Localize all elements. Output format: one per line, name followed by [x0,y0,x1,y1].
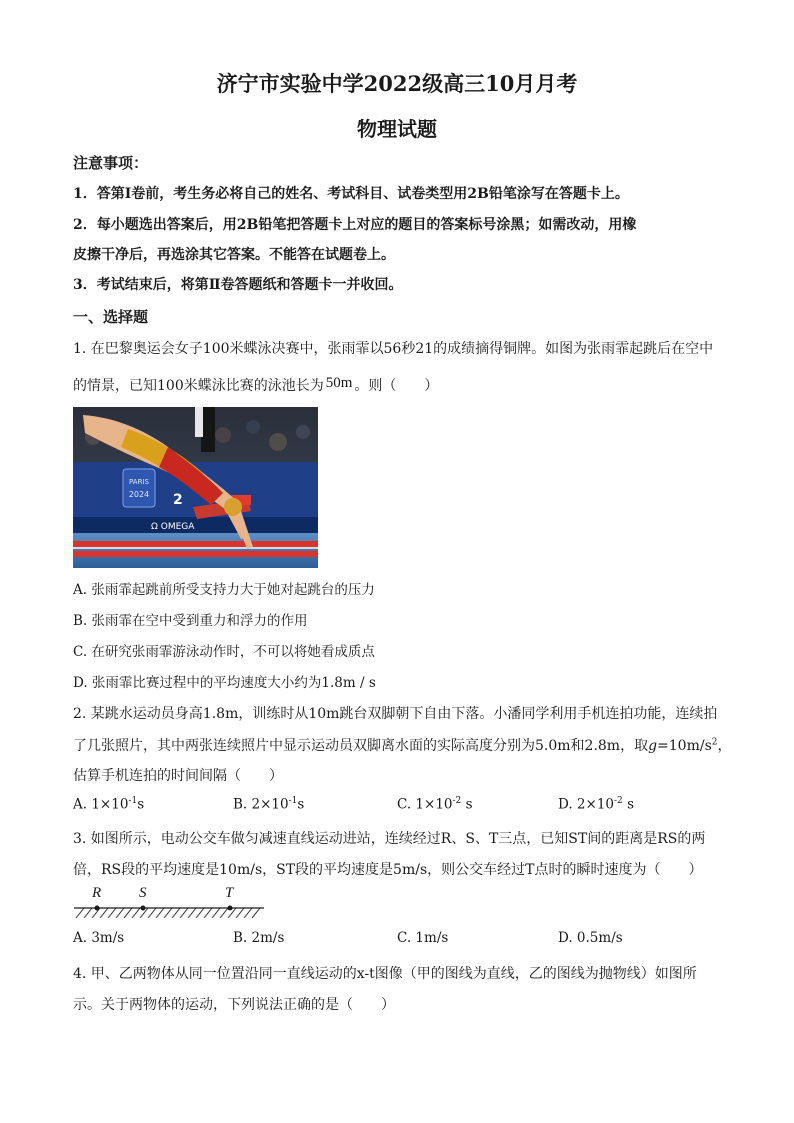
q1-pool-length: 50m [325,375,353,391]
q4-stem-line-2: 示。关于两物体的运动，下列说法正确的是（ ） [73,997,395,1013]
q2-option-a [73,796,144,813]
exam-subtitle: 物理试题 [357,117,437,141]
q2-option-a-exponent: -1 [128,796,138,806]
q3-option-d: D. 0.5m/s [558,930,623,946]
q3-option-c: C. 1m/s [397,930,449,946]
photo-logo-paris: PARIS [129,478,149,486]
q1-stem-line-1: 1. 在巴黎奥运会女子100米蝶泳决赛中，张雨霏以56秒21的成绩摘得铜牌。如图为张雨霏起跳后在空中 [73,341,714,357]
q3-option-a: A. 3m/s [73,930,125,946]
q2-option-c [397,796,473,813]
q3-label-s: S [139,885,147,901]
q3-point-t [228,906,233,911]
q2-option-b-base: B. 2×10 [233,796,289,813]
q2-option-c-base: C. 1×10 [397,796,453,813]
q1-option-d: D. 张雨霏比赛过程中的平均速度大小约为1.8m / s [73,675,376,691]
q3-stem-line-1: 3. 如图所示，电动公交车做匀减速直线运动进站，连续经过R、S、T三点，已知ST间的距离是RS的两 [73,831,706,847]
notes-item-2-line-2: 皮擦干净后，再选涂其它答案。不能答在试题卷上。 [73,247,395,263]
notes-item-2-line-1: 2．每小题选出答案后，用2B铅笔把答题卡上对应的题目的答案标号涂黑；如需改动，用橡 [73,217,637,233]
q2-g-symbol: g [648,738,658,754]
q2-stem-comma: ， [717,738,732,754]
q4-stem-line-1: 4. 甲、乙两物体从同一位置沿同一直线运动的x-t图像（甲的图线为直线，乙的图线为抛物线）如图所 [73,966,697,982]
section-heading: 一、选择题 [73,308,149,326]
q1-stem-text: 的情景，已知100米蝶泳比赛的泳池长为 [73,378,324,394]
q2-option-d [558,796,634,813]
q2-stem-line-2 [73,735,732,755]
q1-option-a: A. 张雨霏起跳前所受支持力大于她对起跳台的压力 [73,582,375,598]
q2-option-a-unit: s [137,796,145,813]
q2-g-value: =10m/s [657,738,712,754]
q1-option-b: B. 张雨霏在空中受到重力和浮力的作用 [73,613,308,629]
notes-heading: 注意事项： [73,154,149,172]
q1-option-c: C. 在研究张雨霏游泳动作时，不可以将她看成质点 [73,644,375,660]
q2-option-c-exponent: -2 [452,796,462,806]
swimmer-photo-illustration [73,407,318,568]
q3-road-diagram [72,883,267,923]
photo-lane-number: 2 [173,492,183,508]
q1-stem-line-2 [73,375,438,395]
notes-item-1: 1．答第Ⅰ卷前，考生务必将自己的姓名、考试科目、试卷类型用2B铅笔涂写在答题卡上。 [73,186,629,202]
q3-road-svg [72,883,267,923]
q3-stem-line-2: 倍，RS段的平均速度是10m/s，ST段的平均速度是5m/s，则公交车经过T点时的瞬时速度为（ ） [73,862,703,878]
q3-point-r [95,906,100,911]
q2-option-b [233,796,304,813]
q3-label-t: T [225,885,234,901]
q3-option-b: B. 2m/s [233,930,285,946]
photo-logo-year: 2024 [128,490,150,499]
q2-option-b-unit: s [297,796,305,813]
notes-item-3: 3．考试结束后，将第Ⅱ卷答题纸和答题卡一并收回。 [73,277,403,293]
q3-road-hatching [76,908,260,918]
q2-stem-text: 了几张照片，其中两张连续照片中显示运动员双脚离水面的实际高度分别为5.0m和2.8m，取 [73,738,649,754]
q2-option-a-base: A. 1×10 [73,796,129,813]
q2-option-d-unit: s [622,796,635,813]
q2-stem-line-1: 2. 某跳水运动员身高1.8m，训练时从10m跳台双脚朝下自由下落。小潘同学利用手机连拍功能，连续拍 [73,706,718,722]
q2-option-b-exponent: -1 [288,796,298,806]
q2-g-exponent: 2 [711,737,718,748]
swimmer-photo [73,407,318,568]
q2-option-c-unit: s [461,796,473,813]
q3-label-r: R [92,885,102,901]
q1-stem-end: 。则（ ） [354,378,439,394]
q2-option-d-exponent: -2 [614,796,623,806]
q2-option-d-base: D. 2×10 [558,796,615,813]
q3-point-s [141,906,146,911]
photo-brand: Ω OMEGA [151,522,195,532]
q2-stem-line-3: 估算手机连拍的时间间隔（ ） [73,768,283,784]
exam-title: 济宁市实验中学2022级高三10月月考 [216,71,578,96]
